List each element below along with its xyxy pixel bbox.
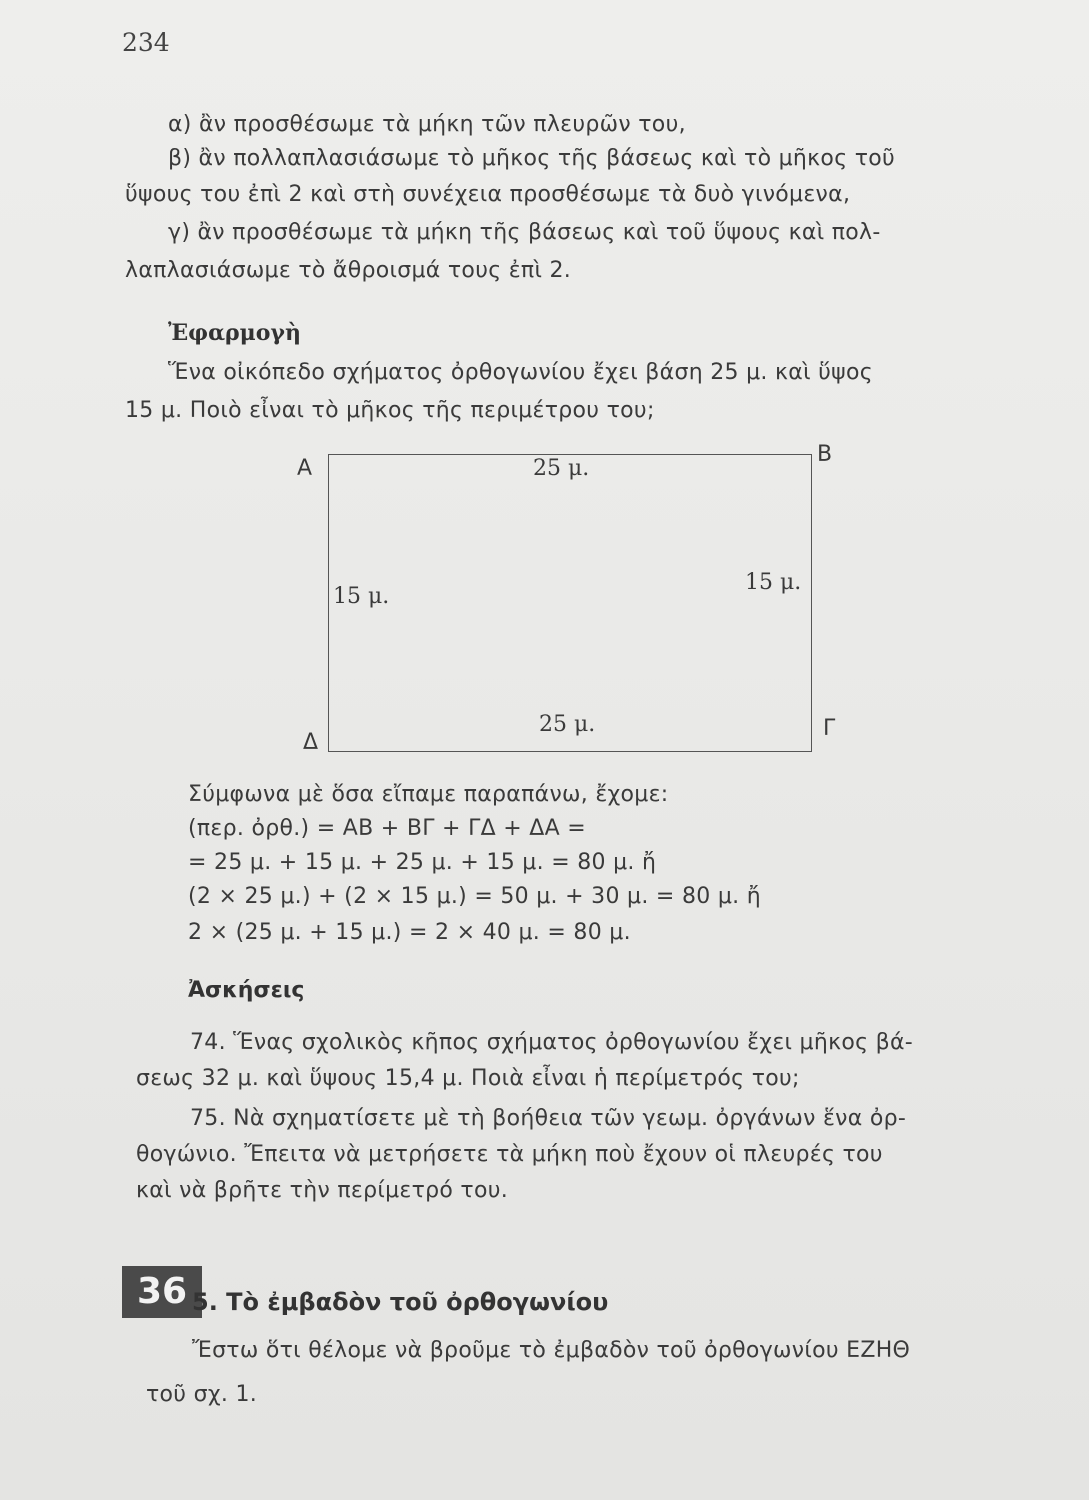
bottom-side-length: 25 μ. [539, 712, 596, 737]
vertex-d-label: Δ [303, 730, 319, 755]
exercises-heading: Ἀσκήσεις [188, 978, 305, 1003]
solution-intro: Σύμφωνα μὲ ὅσα εἴπαμε παραπάνω, ἔχομε: [188, 782, 669, 807]
exercise-75-line1: 75. Νὰ σχηματίσετε μὲ τὴ βοήθεια τῶν γεωμ. ὀργάνων ἕνα ὀρ- [190, 1106, 907, 1131]
rectangle-diagram [295, 436, 855, 766]
solution-equation-1: (περ. ὀρθ.) = ΑΒ + ΒΓ + ΓΔ + ΔΑ = [188, 816, 587, 841]
page-number: 234 [122, 28, 170, 57]
exercise-74-line1: 74. Ἕνας σχολικὸς κῆπος σχήματος ὀρθογωνίου ἔχει μῆκος βά- [190, 1030, 913, 1055]
rectangle-shape [328, 454, 812, 752]
vertex-g-label: Γ [823, 716, 836, 741]
section-text-line2: τοῦ σχ. 1. [146, 1382, 258, 1407]
section-number-badge: 36 [122, 1266, 202, 1318]
solution-equation-4: 2 × (25 μ. + 15 μ.) = 2 × 40 μ. = 80 μ. [188, 920, 631, 945]
solution-equation-2: = 25 μ. + 15 μ. + 25 μ. + 15 μ. = 80 μ. ἤ [188, 850, 657, 875]
left-side-length: 15 μ. [333, 584, 390, 609]
exercise-75-line3: καὶ νὰ βρῆτε τὴν περίμετρό του. [136, 1178, 509, 1203]
right-side-length: 15 μ. [745, 570, 802, 595]
list-item-b-line1: β) ἂν πολλαπλασιάσωμε τὸ μῆκος τῆς βάσεως καὶ τὸ μῆκος τοῦ [168, 146, 896, 171]
section-title: 5. Τὸ ἐμβαδὸν τοῦ ὀρθογωνίου [192, 1288, 609, 1316]
list-item-a: α) ἂν προσθέσωμε τὰ μήκη τῶν πλευρῶν του, [168, 112, 686, 137]
application-line2: 15 μ. Ποιὸ εἶναι τὸ μῆκος τῆς περιμέτρου του; [125, 398, 655, 423]
application-line1: Ἕνα οἰκόπεδο σχήματος ὀρθογωνίου ἔχει βάση 25 μ. καὶ ὕψος [168, 360, 873, 385]
solution-equation-3: (2 × 25 μ.) + (2 × 15 μ.) = 50 μ. + 30 μ. = 80 μ. ἤ [188, 884, 761, 909]
list-item-b-line2: ὕψους του ἐπὶ 2 καὶ στὴ συνέχεια προσθέσωμε τὰ δυὸ γινόμενα, [125, 182, 851, 207]
section-text-line1: Ἔστω ὅτι θέλομε νὰ βροῦμε τὸ ἐμβαδὸν τοῦ ὀρθογωνίου ΕΖΗΘ [192, 1338, 911, 1363]
application-heading: Ἐφαρμογὴ [168, 320, 301, 346]
exercise-75-line2: θογώνιο. Ἔπειτα νὰ μετρήσετε τὰ μήκη ποὺ ἔχουν οἱ πλευρές του [136, 1142, 883, 1167]
vertex-b-label: Β [817, 442, 833, 467]
list-item-c-line2: λαπλασιάσωμε τὸ ἄθροισμά τους ἐπὶ 2. [125, 258, 572, 283]
top-side-length: 25 μ. [533, 456, 590, 481]
list-item-c-line1: γ) ἂν προσθέσωμε τὰ μήκη τῆς βάσεως καὶ τοῦ ὕψους καὶ πολ- [168, 220, 881, 245]
exercise-74-line2: σεως 32 μ. καὶ ὕψους 15,4 μ. Ποιὰ εἶναι ἡ περίμετρός του; [136, 1066, 800, 1091]
vertex-a-label: Α [297, 456, 313, 481]
